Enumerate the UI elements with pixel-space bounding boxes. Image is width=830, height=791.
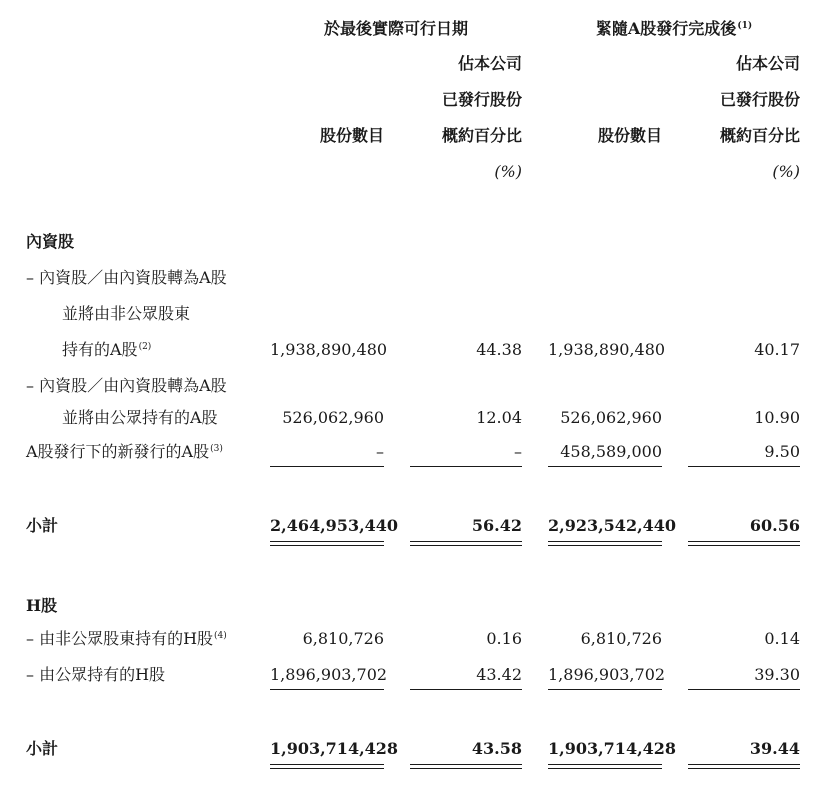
row-label-domestic-2-line2: 並將由公眾持有的A股 [62, 408, 218, 427]
cell-h-2-shares-a: 1,896,903,702 [270, 665, 388, 684]
double-rule-h-shares-b [548, 764, 662, 769]
double-rule-domestic-shares-a [270, 541, 384, 546]
row-label-domestic-1-line1: – 內資股／由內資股轉為A股 [26, 268, 227, 287]
header-group-latest-date: 於最後實際可行日期 [323, 19, 468, 38]
cell-domestic-2-shares-b: 526,062,960 [560, 408, 662, 427]
row-label-h-2: – 由公眾持有的H股 [26, 665, 166, 684]
header-pct-unit-b: (%) [772, 162, 800, 181]
cell-h-subtotal-pct-b: 39.44 [749, 739, 800, 758]
cell-h-2-shares-b: 1,896,903,702 [548, 665, 666, 684]
header-group-after-a-share-issue: 緊隨A股發行完成後$^{(1)}$ [595, 19, 753, 38]
cell-h-2-pct-b: 39.30 [754, 665, 800, 684]
rule-h-shares-b [548, 689, 662, 690]
cell-h-subtotal-pct-a: 43.58 [471, 739, 522, 758]
cell-h-1-shares-a: 6,810,726 [302, 629, 384, 648]
header-shares-b: 股份數目 [597, 126, 662, 145]
header-pct-line2-a: 已發行股份 [441, 90, 522, 109]
rule-domestic-pct-b [688, 466, 800, 467]
double-rule-h-pct-a [410, 764, 522, 769]
cell-domestic-subtotal-pct-a: 56.42 [471, 516, 522, 535]
cell-domestic-subtotal-pct-b: 60.56 [749, 516, 800, 535]
cell-domestic-3-shares-b: 458,589,000 [560, 442, 662, 461]
row-label-domestic-subtotal: 小計 [26, 516, 59, 535]
double-rule-domestic-shares-b [548, 541, 662, 546]
row-label-domestic-3: A股發行下的新發行的A股$^{(3)}$ [26, 442, 223, 461]
rule-domestic-shares-b [548, 466, 662, 467]
cell-h-1-shares-b: 6,810,726 [580, 629, 662, 648]
cell-domestic-2-pct-a: 12.04 [476, 408, 522, 427]
cell-domestic-2-pct-b: 10.90 [754, 408, 800, 427]
row-label-domestic-1-line2: 並將由非公眾股東 [62, 304, 191, 323]
rule-domestic-shares-a [270, 466, 384, 467]
header-pct-line1-a: 佔本公司 [457, 54, 522, 73]
cell-domestic-subtotal-shares-a: 2,464,953,440 [270, 516, 399, 535]
row-label-domestic-2-line1: – 內資股／由內資股轉為A股 [26, 376, 227, 395]
header-pct-line3-b: 概約百分比 [719, 126, 800, 145]
row-label-domestic-1-line3: 持有的A股$^{(2)}$ [62, 340, 152, 359]
cell-domestic-1-shares-a: 1,938,890,480 [270, 340, 388, 359]
double-rule-domestic-pct-b [688, 541, 800, 546]
row-label-h-1: – 由非公眾股東持有的H股$^{(4)}$ [26, 629, 227, 648]
section-title-domestic: 內資股 [26, 232, 75, 251]
double-rule-h-pct-b [688, 764, 800, 769]
header-pct-line2-b: 已發行股份 [719, 90, 800, 109]
header-pct-line3-a: 概約百分比 [441, 126, 522, 145]
cell-domestic-1-shares-b: 1,938,890,480 [548, 340, 666, 359]
double-rule-domestic-pct-a [410, 541, 522, 546]
rule-h-pct-b [688, 689, 800, 690]
header-pct-line1-b: 佔本公司 [735, 54, 800, 73]
cell-domestic-1-pct-a: 44.38 [476, 340, 522, 359]
cell-h-1-pct-b: 0.14 [764, 629, 800, 648]
section-title-h-shares: H股 [26, 596, 58, 615]
cell-domestic-3-pct-b: 9.50 [764, 442, 800, 461]
header-shares-a: 股份數目 [319, 126, 384, 145]
rule-domestic-pct-a [410, 466, 522, 467]
cell-h-subtotal-shares-b: 1,903,714,428 [548, 739, 677, 758]
double-rule-h-shares-a [270, 764, 384, 769]
rule-h-shares-a [270, 689, 384, 690]
header-pct-unit-a: (%) [494, 162, 522, 181]
cell-h-2-pct-a: 43.42 [476, 665, 522, 684]
cell-domestic-2-shares-a: 526,062,960 [282, 408, 384, 427]
cell-domestic-1-pct-b: 40.17 [754, 340, 800, 359]
row-label-h-subtotal: 小計 [26, 739, 59, 758]
cell-h-1-pct-a: 0.16 [486, 629, 522, 648]
cell-domestic-subtotal-shares-b: 2,923,542,440 [548, 516, 677, 535]
cell-h-subtotal-shares-a: 1,903,714,428 [270, 739, 399, 758]
cell-domestic-3-pct-a: – [514, 442, 522, 461]
rule-h-pct-a [410, 689, 522, 690]
cell-domestic-3-shares-a: – [376, 442, 384, 461]
